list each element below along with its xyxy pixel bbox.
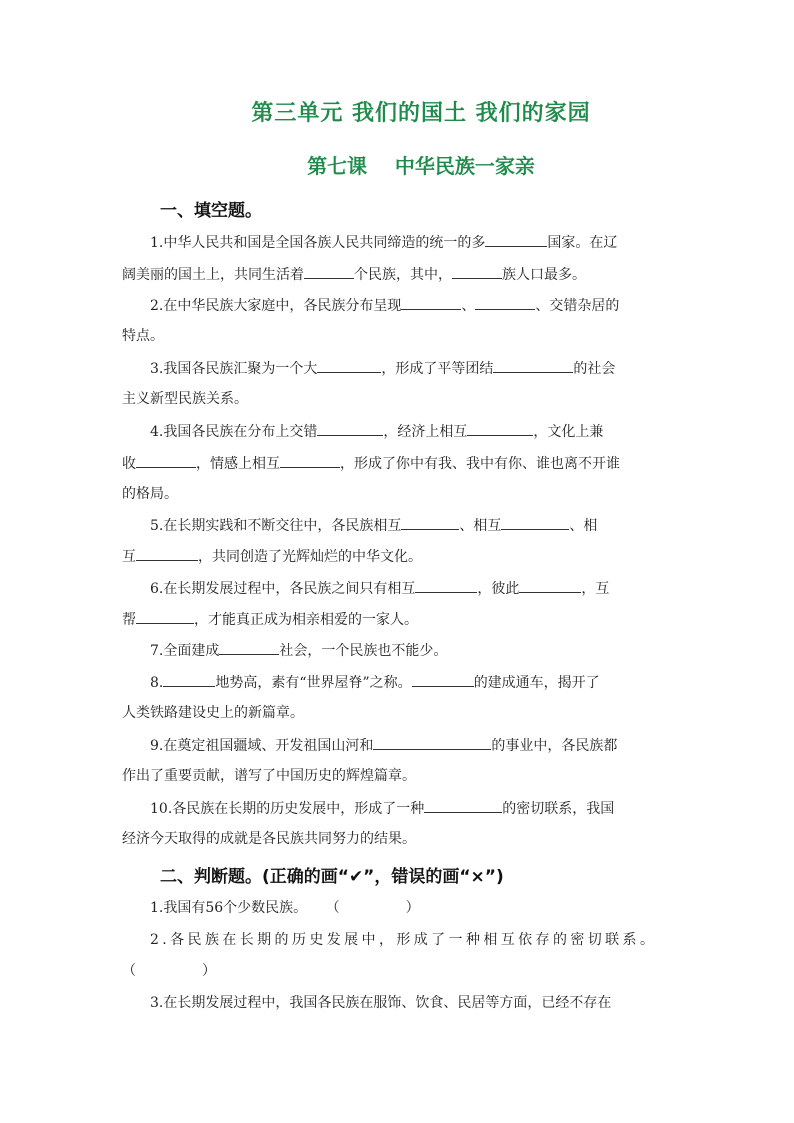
question-5-line-2: 互 ，共同创造了光辉灿烂的中华文化。: [122, 546, 682, 567]
blank[interactable]: [424, 798, 502, 813]
blank[interactable]: [136, 546, 198, 561]
question-3-line-1: 3.我国各民族汇聚为一个大 ，形成了平等团结 的社会: [150, 358, 710, 379]
question-6-line-1: 6.在长期发展过程中，各民族之间只有相互 ，彼此 ，互: [150, 578, 710, 599]
question-8-line-2: 人类铁路建设史上的新篇章。: [122, 705, 304, 721]
blank[interactable]: [373, 735, 491, 750]
judge-question-3: 3.在长期发展过程中，我国各民族在服饰、饮食、民居等方面，已经不存在: [150, 995, 612, 1011]
judge-question-2-answer: [122, 961, 682, 981]
blank[interactable]: [304, 264, 354, 279]
blank[interactable]: [415, 578, 477, 593]
question-9-line-1: 9.在奠定祖国疆域、开发祖国山河和 的事业中，各民族都: [150, 735, 710, 756]
blank[interactable]: [136, 453, 196, 468]
question-4-line-1: 4.我国各民族在分布上交错 ，经济上相互 ，文化上兼: [150, 421, 710, 442]
blank[interactable]: [163, 672, 215, 687]
question-10-line-1: 10.各民族在长期的历史发展中，形成了一种 的密切联系，我国: [150, 798, 710, 819]
blank[interactable]: [485, 232, 547, 247]
blank[interactable]: [452, 264, 502, 279]
blank[interactable]: [219, 640, 279, 655]
question-2-line-1: 2.在中华民族大家庭中，各民族分布呈现 、 、交错杂居的: [150, 295, 710, 316]
blank[interactable]: [136, 609, 194, 624]
blank[interactable]: [317, 358, 381, 373]
question-6-line-2: 帮 ，才能真正成为相亲相爱的一家人。: [122, 609, 682, 630]
blank[interactable]: [519, 578, 581, 593]
question-4-line-3: 的格局。: [122, 486, 178, 502]
answer-paren[interactable]: （ ）: [325, 900, 420, 916]
question-7-line-1: 7.全面建成 社会，一个民族也不能少。: [150, 640, 710, 661]
question-5-line-1: 5.在长期实践和不断交往中，各民族相互 、相互 、相: [150, 515, 710, 536]
question-1-line-2: 阔美丽的国土上，共同生活着 个民族，其中， 族人口最多。: [122, 264, 682, 285]
unit-title: 第三单元 我们的国土 我们的家园: [251, 101, 591, 126]
question-9-line-2: 作出了重要贡献，谱写了中国历史的辉煌篇章。: [122, 768, 416, 784]
blank[interactable]: [280, 453, 340, 468]
answer-paren[interactable]: （ ）: [122, 963, 216, 979]
blank[interactable]: [412, 672, 474, 687]
blank[interactable]: [475, 295, 535, 310]
blank[interactable]: [493, 358, 573, 373]
blank[interactable]: [501, 515, 569, 530]
question-8-line-1: 8. 地势高，素有“世界屋脊”之称。 的建成通车，揭开了: [150, 672, 710, 693]
blank[interactable]: [401, 295, 461, 310]
judge-question-2: 2.各民族在长期的历史发展中，形成了一种相互依存的密切联系。: [150, 932, 658, 948]
question-4-line-2: 收 ，情感上相互 ，形成了你中有我、我中有你、谁也离不开谁: [122, 453, 682, 474]
section1-heading: 一、填空题。: [160, 201, 262, 221]
question-2-line-2: 特点。: [122, 328, 164, 344]
question-1-line-1: 1.中华人民共和国是全国各族人民共同缔造的统一的多 国家。在辽: [150, 232, 710, 253]
blank[interactable]: [401, 515, 459, 530]
blank[interactable]: [467, 421, 533, 436]
blank[interactable]: [317, 421, 383, 436]
section2-heading: 二、判断题。(正确的画“✔”，错误的画“×”): [160, 867, 504, 887]
lesson-title: 第七课 中华民族一家亲: [307, 154, 535, 178]
question-10-line-2: 经济今天取得的成就是各民族共同努力的结果。: [122, 831, 416, 847]
question-3-line-2: 主义新型民族关系。: [122, 391, 248, 407]
judge-question-1: 1.我国有56个少数民族。 （ ）: [150, 900, 420, 916]
